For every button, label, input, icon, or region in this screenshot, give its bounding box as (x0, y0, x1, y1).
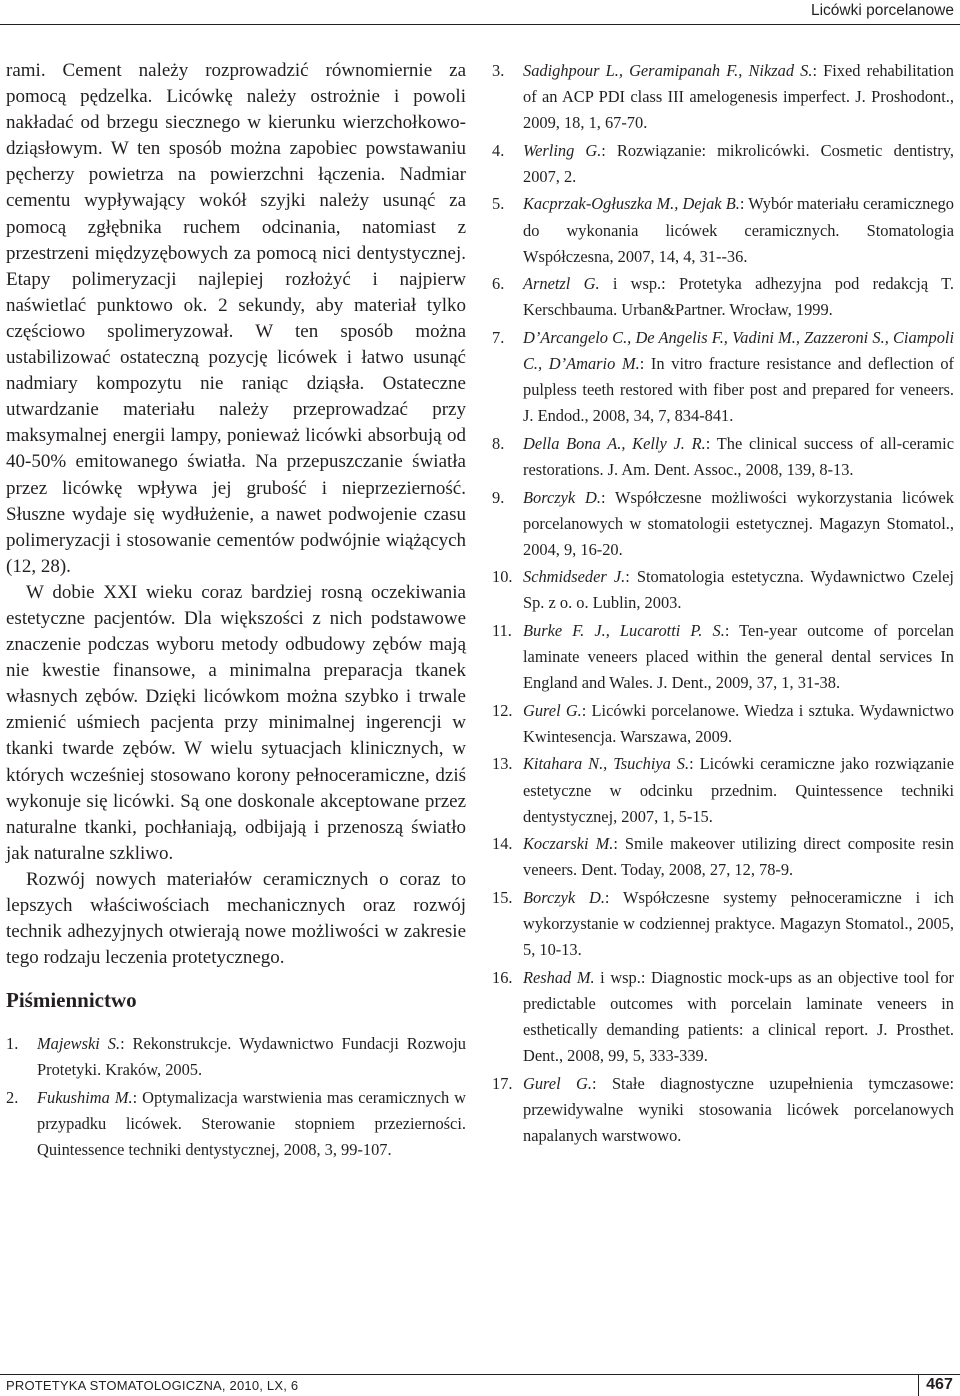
reference-number: 5. (492, 194, 505, 214)
reference-number: 1. (6, 1034, 19, 1054)
reference-item (492, 564, 954, 616)
reference-item (492, 831, 954, 883)
reference-item (492, 485, 954, 563)
reference-authors: Burke F. J., Lucarotti P. S. (523, 620, 725, 640)
reference-text: i wsp.: Diagnostic mock-ups as an objective tool for predictable outcomes with porcelain laminate veneers in esthetically demanding patients: a clinical report. J. Prosthet. Dent., 2008, 99, 5, 333-339. (523, 967, 954, 1065)
references-heading: Piśmiennictwo (6, 988, 137, 1013)
reference-item (492, 325, 954, 429)
reference-authors: Gurel G. (523, 700, 582, 720)
reference-item (6, 1085, 466, 1163)
page-number: 467 (918, 1374, 960, 1396)
reference-authors: D’Arcangelo C., De Angelis F., Vadini M., Zazzeroni S., Ciampoli C., D’Amario M. (523, 327, 954, 374)
reference-item (492, 1071, 954, 1149)
right-column (492, 58, 954, 1150)
reference-item (492, 618, 954, 696)
reference-number: 8. (492, 433, 505, 453)
reference-item (492, 885, 954, 963)
reference-number: 10. (492, 567, 513, 587)
reference-text: : Ten-year outcome of porcelan laminate veneers placed within the general dental services In England and Wales. J. Dent., 2009, 37, 1, 31-38. (523, 620, 954, 693)
reference-text: : Wybór materiału ceramicznego do wykonania licówek ceramicznych. Stomatologia Współczesna, 2007, 14, 4, 31--36. (523, 194, 954, 266)
reference-number: 3. (492, 61, 505, 80)
reference-authors: Della Bona A., Kelly J. R. (523, 433, 706, 453)
reference-text: : In vitro fracture resistance and deflection of pulpless teeth restored with fiber post and prepared for veneers. J. Endod., 2008, 34, 7, 834-841. (523, 354, 955, 426)
reference-text: : Rozwiązanie: mikrolicówki. Cosmetic dentistry, 2007, 2. (523, 140, 954, 186)
reference-item (492, 138, 954, 190)
reference-item (492, 58, 954, 136)
reference-number: 15. (492, 887, 513, 907)
reference-item (492, 698, 954, 750)
reference-text: : Rekonstrukcje. Wydawnictwo Fundacji Rozwoju Protetyki. Kraków, 2005. (37, 1034, 466, 1080)
reference-text: : Współczesne systemy pełnoceramiczne i ich wykorzystanie w codziennej praktyce. Magazyn Stomatol., 2005, 5, 10-13. (523, 887, 954, 960)
header-divider (0, 24, 960, 25)
body-paragraph: W dobie XXI wieku coraz bardziej rosną oczekiwania estetyczne pacjentów. Dla większości z nich podstawowe znaczenie podczas wyboru metody odbudowy zębów mają nie kwestie finansowe, a minimalna preparacja tkanek własnych zębów. Dzięki licówkom można szybko i trwale zmienić uśmiech pacjenta przy minimalnej ingerencji w tkanki twarde zębów. W wielu sytuacjach klinicznych, w których wcześniej stosowano korony pełnoceramiczne, dziś wykonuje się licówki. Są one doskonale akceptowane przez naturalne tkanki, pochłaniają, odbijają i przenoszą światło jak naturalne szkliwo. (6, 581, 466, 864)
journal-citation: PROTETYKA STOMATOLOGICZNA, 2010, LX, 6 (6, 1378, 299, 1393)
reference-text: : Licówki porcelanowe. Wiedza i sztuka. Wydawnictwo Kwintesencja. Warszawa, 2009. (523, 700, 954, 746)
reference-authors: Kacprzak-Ogłuszka M., Dejak B. (523, 194, 740, 214)
reference-authors: Sadighpour L., Geramipanah F., Nikzad S. (523, 61, 813, 80)
reference-number: 2. (6, 1087, 19, 1107)
reference-authors: Borczyk D. (523, 487, 601, 507)
reference-authors: Arnetzl G. (523, 274, 600, 294)
left-column (6, 58, 466, 1165)
reference-number: 6. (492, 274, 505, 294)
reference-number: 14. (492, 834, 513, 854)
reference-item (6, 1031, 466, 1083)
reference-authors: Fukushima M. (37, 1087, 133, 1107)
reference-authors: Werling G. (523, 140, 602, 160)
reference-authors: Reshad M. (523, 967, 595, 987)
reference-text: : Stałe diagnostyczne uzupełnienia tymczasowe: przewidywalne wyniki stosowania licówek porcelanowych napalanych warstwowo. (523, 1073, 954, 1145)
reference-authors: Kitahara N., Tsuchiya S. (523, 754, 690, 774)
reference-text: : The clinical success of all-ceramic restorations. J. Am. Dent. Assoc., 2008, 139, 8-13. (523, 433, 954, 479)
reference-authors: Koczarski M. (523, 834, 614, 854)
reference-text: : Współczesne możliwości wykorzystania licówek porcelanowych w stomatologii estetycznej. Magazyn Stomatol., 2004, 9, 16-20. (523, 487, 955, 559)
reference-authors: Schmidseder J. (523, 567, 626, 587)
reference-number: 17. (492, 1073, 513, 1093)
reference-number: 4. (492, 140, 505, 160)
reference-text: : Optymalizacja warstwienia mas ceramicznych w przypadku licówek. Sterowanie stopniem przezierności. Quintessence techniki dentystycznej, 2008, 3, 99-107. (37, 1087, 467, 1160)
reference-number: 13. (492, 754, 513, 774)
reference-text: : Smile makeover utilizing direct composite resin veneers. Dent. Today, 2008, 27, 12, 78-9. (523, 834, 954, 880)
running-head: Licówki porcelanowe (810, 2, 954, 19)
reference-item (492, 431, 954, 483)
reference-number: 16. (492, 967, 513, 987)
reference-item (492, 271, 954, 323)
reference-list-left (6, 1031, 466, 1163)
reference-item (492, 965, 954, 1069)
reference-authors: Majewski S. (37, 1034, 121, 1054)
reference-authors: Borczyk D. (523, 887, 605, 907)
reference-text: i wsp.: Protetyka adhezyjna pod redakcją T. Kerschbauma. Urban&Partner. Wrocław, 1999. (523, 274, 954, 320)
reference-number: 9. (492, 487, 505, 507)
footer-divider (0, 1374, 960, 1375)
reference-text: : Fixed rehabilitation of an ACP PDI class III amelogenesis imperfect. J. Proshodont., 2009, 18, 1, 67-70. (523, 61, 954, 133)
reference-item (492, 751, 954, 829)
reference-authors: Gurel G. (523, 1073, 592, 1093)
reference-list-right (492, 58, 954, 1149)
reference-number: 11. (492, 620, 512, 640)
body-paragraph: Rozwój nowych materiałów ceramicznych o coraz to lepszych właściwościach mechanicznych oraz rozwój technik adhezyjnych otwierają nowe możliwości w zakresie tego rodzaju leczenia protetycznego. (6, 868, 466, 969)
reference-number: 7. (492, 327, 505, 347)
reference-item (492, 191, 954, 269)
reference-text: : Licówki ceramiczne jako rozwiązanie estetyczne w odcinku przednim. Quintessence techniki dentystycznej, 2007, 1, 5-15. (523, 754, 955, 826)
body-paragraph: rami. Cement należy rozprowadzić równomiernie za pomocą pędzelka. Licówkę należy ostrożnie i powoli nakładać od brzegu siecznego w kierunku wierzchołkowo-dziąsłowym. W ten sposób można zapobiec powstawaniu pęcherzy powietrza na powierzchni łączenia. Nadmiar cementu wypływający wokół szyjki należy usunąć za pomocą zgłębnika ruchem odcinania, natomiast z przestrzeni międzyzębowych za pomocą nici dentystycznej. Etapy polimeryzacji najlepiej rozłożyć i najpierw naświetlać punktowo ok. 2 sekundy, aby materiał tylko częściowo spolimeryzował. W ten sposób można ustabilizować ostateczną pozycję licówek i łatwo usunąć nadmiary kompozytu nie raniąc dziąsła. Ostateczne utwardzanie materiału należy przeprowadzać przy maksymalnej energii lampy, ponieważ licówki absorbują od 40-50% emitowanego światła. Na przepuszczanie światła przez licówkę wpływa jej grubość i nieprzezierność. Słuszne wydaje się wydłużenie, a nawet podwojenie czasu polimeryzacji i stosowanie cementów podwójnie wiążących (12, 28). (6, 60, 466, 577)
reference-number: 12. (492, 700, 513, 720)
reference-text: : Stomatologia estetyczna. Wydawnictwo Czelej Sp. z o. o. Lublin, 2003. (523, 567, 954, 613)
article-body (6, 58, 466, 971)
